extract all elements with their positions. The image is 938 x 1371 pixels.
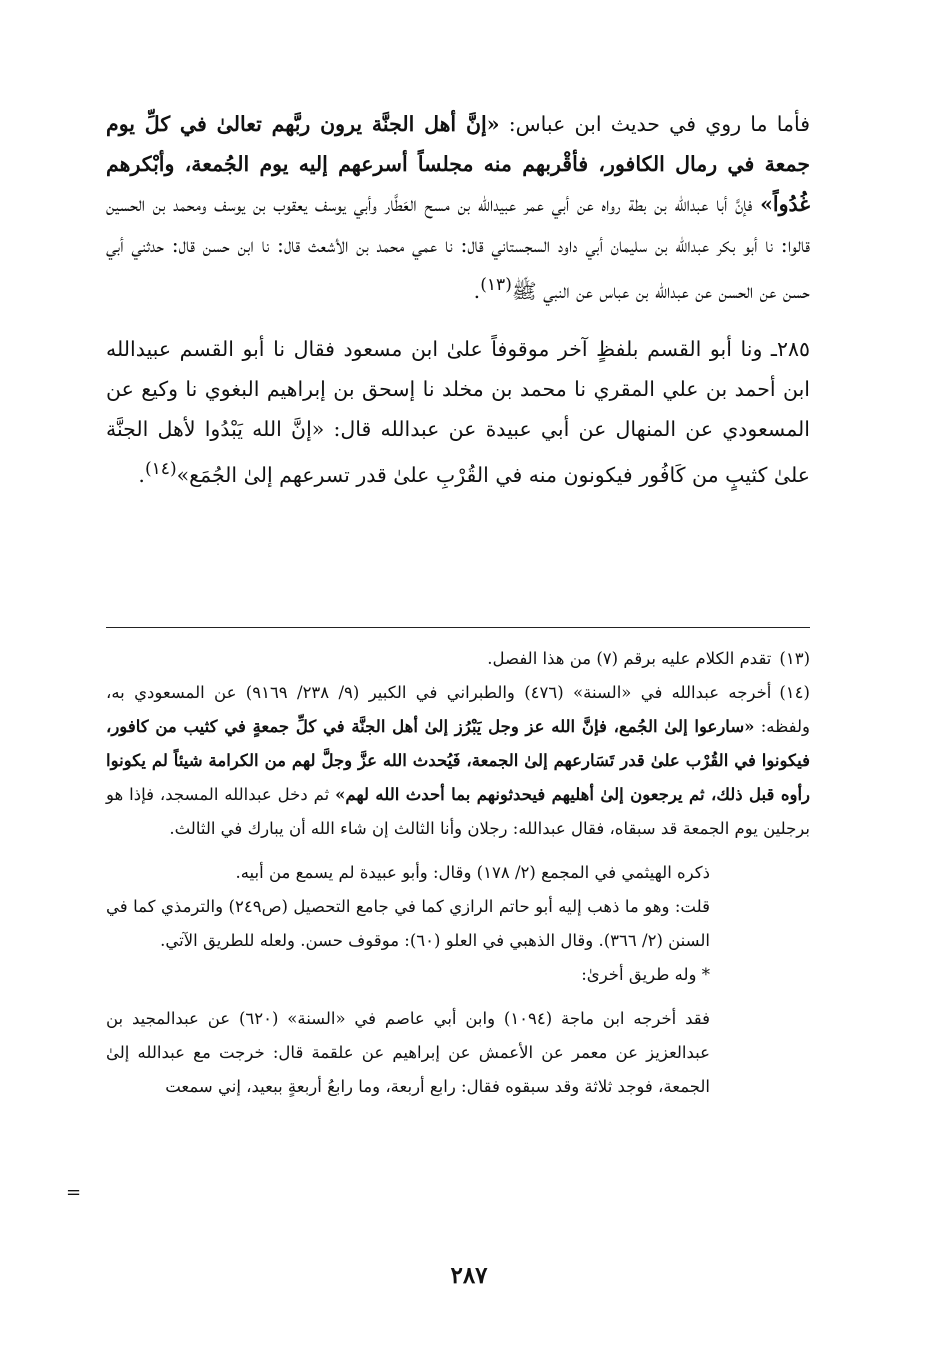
footnote-13 xyxy=(106,642,810,676)
footnote-ref-14: (١٤) xyxy=(144,459,177,480)
paragraph-ibn-abbas: فأما ما روي في حديث ابن عباس: «إنَّ أهل الجنَّة يرون ربَّهم تعالىٰ في كلِّ يوم جمعة في رمال الكافور، فأقْربهم منه مجلساً أسرعهم إليه يوم الجُمعة، وأبْكرهم غُدُواً» فإنَّ أبا عبدالله بن بطة رواه عن أبي عمر عبيدالله بن مسح العَطَّار وأبي يوسف يعقوب بن يوسف ومحمد بن الحسين قالوا: نا أبو بكر عبدالله بن سليمان أبي داود السجستاني قال: نا عمي محمد بن الأشعث قال: نا ابن حسن قال: حدثني أبي حسن عن الحسن عن عبدالله بن عباس عن النبي ﷺ$^{(١٣)}$. xyxy=(106,112,811,303)
paragraph-chain: فإنَّ أبا عبدالله بن بطة رواه عن أبي عمر عبيدالله بن مسح العَطَّار وأبي يوسف يعقوب بن يوسف ومحمد بن الحسين قالوا: نا أبو بكر عبدالله بن سليمان أبي داود السجستاني قال: نا عمي محمد بن الأشعث قال: نا ابن حسن قال: حدثني أبي حسن عن الحسن عن عبدالله بن عباس عن النبي ﷺ xyxy=(106,192,810,303)
footnote-14 xyxy=(106,676,810,846)
paragraph-285: ٢٨٥ـ ونا أبو القسم بلفظٍ آخر موقوفاً علىٰ ابن مسعود فقال نا أبو القسم عبيدالله ابن أحمد بن علي المقري نا محمد بن مخلد نا إسحق بن إبراهيم البغوي نا وكيع عن المسعودي عن المنهال عن أبي عبيدة عن عبدالله قال: «إنَّ الله يَبْدُوا لأهل الجنَّة علىٰ كثيبٍ من كَافُور فيكونون منه في القُرْبِ علىٰ قدر تسرعهم إلىٰ الجُمَع»$^{(١٤)}$. xyxy=(106,336,810,488)
footnote-quote: «سارعوا إلىٰ الجُمع، فإنَّ الله عز وجل يَبْرُز إلىٰ أهل الجنَّة في كلِّ جمعةٍ في كثيب من كافور، فيكونوا في القُرْب علىٰ قدر تَسَارعهم إلىٰ الجمعة، فَيُحدث الله عزَّ وجلَّ لهم من الكرامة شيئاً لم يكونوا رأوه قبل ذلك، ثم يرجعون إلىٰ أهليهم فيحدثونهم بما أحدث الله لهم» xyxy=(106,717,810,804)
footnote-intro: أخرجه عبدالله في «السنة» (٤٧٦) والطبراني في الكبير (٩/ ٢٣٨/ ٩١٦٩) عن المسعودي به، ولفظه: xyxy=(106,683,811,736)
footnotes xyxy=(106,642,810,1104)
footnote-ref-13: (١٣) xyxy=(480,274,512,295)
footnote-another-path: * وله طريق أخرىٰ: xyxy=(581,965,710,984)
footnote-text: تقدم الكلام عليه برقم (٧) من هذا الفصل. xyxy=(487,649,772,668)
page-number: ٢٨٧ xyxy=(450,1262,488,1289)
footnote-number: (١٣) xyxy=(779,649,810,668)
main-text xyxy=(106,104,810,495)
footnote-divider xyxy=(106,627,810,628)
footnote-rest: ثم دخل عبدالله المسجد، فإذا هو برجلين يوم الجمعة قد سبقاه، فقال عبدالله: رجلان وأنا الثالث إن شاء الله أن يبارك في الثالث. xyxy=(106,785,810,838)
paragraph-intro: فأما ما روي في حديث ابن عباس: xyxy=(499,112,811,136)
hadith-quote: «إنَّ أهل الجنَّة يرون ربَّهم تعالىٰ في كلِّ يوم جمعة في رمال الكافور، فأقْربهم منه مجلساً أسرعهم إليه يوم الجُمعة، وأبْكرهم غُدُواً» xyxy=(106,112,810,217)
footnote-number: (١٤) xyxy=(779,683,810,702)
continuation-mark: = xyxy=(66,1182,82,1203)
paragraph-text: ٢٨٥ـ ونا أبو القسم بلفظٍ آخر موقوفاً علىٰ ابن مسعود فقال نا أبو القسم عبيدالله ابن أحمد بن علي المقري نا محمد بن مخلد نا إسحق بن إبراهيم البغوي نا وكيع عن المسعودي عن المنهال عن أبي عبيدة عن عبدالله قال: «إنَّ الله يَبْدُوا لأهل الجنَّة علىٰ كثيبٍ من كَافُور فيكونون منه في القُرْبِ علىٰ قدر تسرعهم إلىٰ الجُمَع» xyxy=(106,336,810,488)
footnote-last-paragraph: فقد أخرجه ابن ماجة (١٠٩٤) وابن أبي عاصم في «السنة» (٦٢٠) عن عبدالمجيد بن عبدالعزيز عن معمر عن الأعمش عن إبراهيم عن علقمة قال: خرجت مع عبدالله إلىٰ الجمعة، فوجد ثلاثة وقد سبقوه فقال: رابع أربعة، وما رابعُ أربعةٍ ببعيد، إني سمعت xyxy=(106,1009,710,1096)
footnote-qult: قلت: وهو ما ذهب إليه أبو حاتم الرازي كما في جامع التحصيل (ص٢٤٩) والترمذي كما في السنن (٢/ ٣٦٦). وقال الذهبي في العلو (٦٠): موقوف حسن. ولعله للطريق الآتي. xyxy=(106,897,710,950)
footnote-haythami: ذكره الهيثمي في المجمع (٢/ ١٧٨) وقال: وأبو عبيدة لم يسمع من أبيه. xyxy=(235,863,710,882)
